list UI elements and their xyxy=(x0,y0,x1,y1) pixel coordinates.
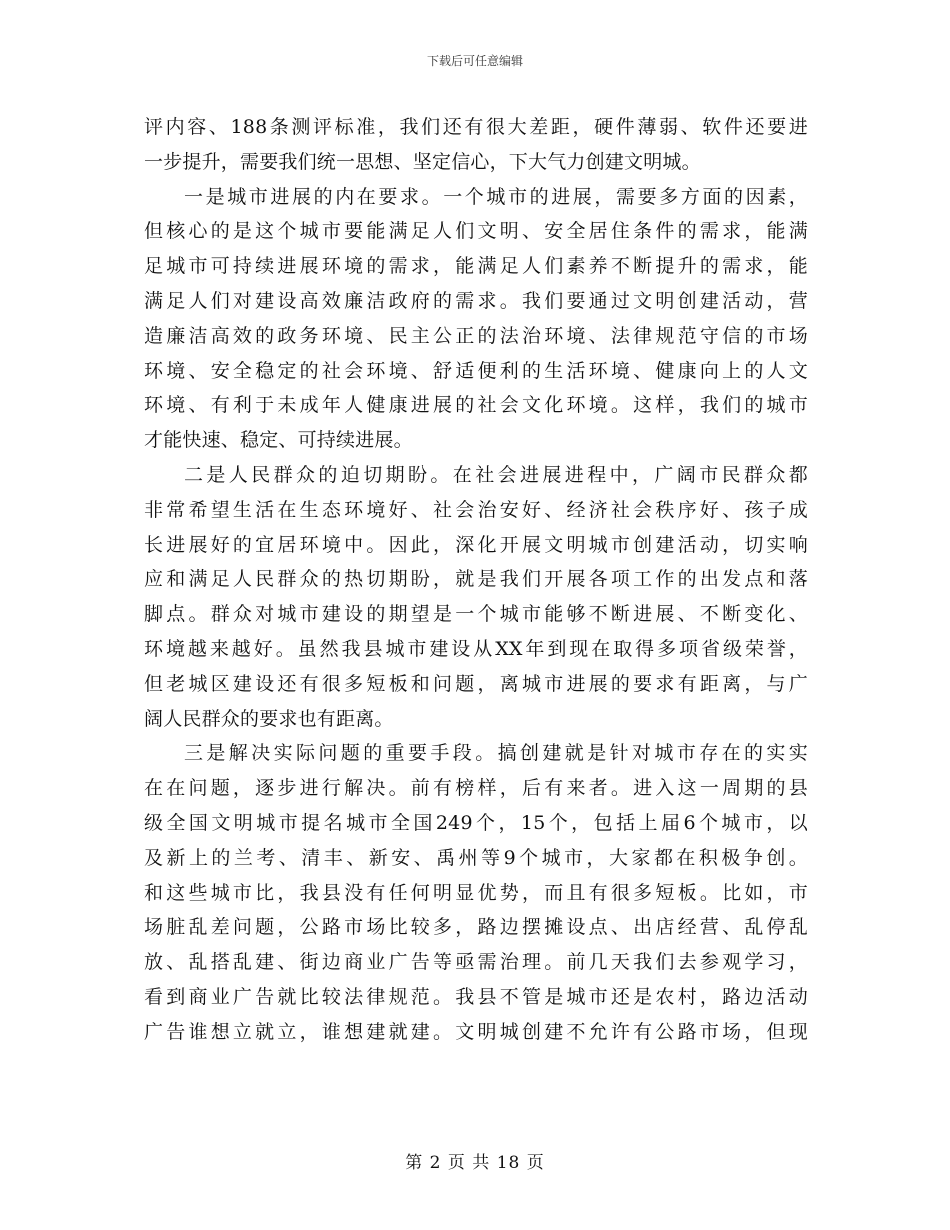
document-body xyxy=(144,110,808,1050)
text-line: 环境越来越好。虽然我县城市建设从XX年到现在取得多项省级荣誉， xyxy=(144,637,808,660)
text-line: 长进展好的宜居环境中。因此，深化开展文明城市创建活动，切实响 xyxy=(144,533,808,556)
text-line: 脚点。群众对城市建设的期望是一个城市能够不断进展、不断变化、 xyxy=(144,603,808,626)
paragraph xyxy=(144,110,808,180)
text-line: 二是人民群众的迫切期盼。在社会进展进程中，广阔市民群众都 xyxy=(184,463,808,486)
text-line: 但老城区建设还有很多短板和问题，离城市进展的要求有距离，与广 xyxy=(144,672,808,695)
text-line: 造廉洁高效的政务环境、民主公正的法治环境、法律规范守信的市场 xyxy=(144,324,808,347)
paragraph xyxy=(144,180,808,458)
paragraph xyxy=(144,736,808,1049)
text-line: 三是解决实际问题的重要手段。搞创建就是针对城市存在的实实 xyxy=(184,742,808,765)
text-line: 看到商业广告就比较法律规范。我县不管是城市还是农村，路边活动 xyxy=(144,985,808,1008)
text-line: 场脏乱差问题，公路市场比较多，路边摆摊设点、出店经营、乱停乱 xyxy=(144,916,808,939)
text-line: 环境、安全稳定的社会环境、舒适便利的生活环境、健康向上的人文 xyxy=(144,359,808,382)
text-line: 在在问题，逐步进行解决。前有榜样，后有来者。进入这一周期的县 xyxy=(144,777,808,800)
text-line: 放、乱搭乱建、街边商业广告等亟需治理。前几天我们去参观学习， xyxy=(144,951,808,974)
text-line: 才能快速、稳定、可持续进展。 xyxy=(144,429,413,452)
page-header: 下载后可任意编辑 xyxy=(426,54,523,68)
text-line: 阔人民群众的要求也有距离。 xyxy=(144,707,394,730)
text-line: 一是城市进展的内在要求。一个城市的进展，需要多方面的因素， xyxy=(184,185,808,208)
text-line: 级全国文明城市提名城市全国249个，15个，包括上届6个城市，以 xyxy=(144,811,808,834)
text-line: 环境、有利于未成年人健康进展的社会文化环境。这样，我们的城市 xyxy=(144,394,808,417)
text-line: 评内容、188条测评标准，我们还有很大差距，硬件薄弱、软件还要进 xyxy=(144,116,808,138)
text-line: 及新上的兰考、清丰、新安、禹州等9个城市，大家都在积极争创。 xyxy=(144,846,808,869)
text-line: 但核心的是这个城市要能满足人们文明、安全居住条件的需求，能满 xyxy=(144,220,808,243)
text-line: 应和满足人民群众的热切期盼，就是我们开展各项工作的出发点和落 xyxy=(144,568,808,591)
text-line: 足城市可持续进展环境的需求，能满足人们素养不断提升的需求，能 xyxy=(144,255,808,278)
text-line: 非常希望生活在生态环境好、社会治安好、经济社会秩序好、孩子成 xyxy=(144,498,808,521)
page-footer: 第 2 页 共 18 页 xyxy=(405,1153,545,1173)
text-line: 一步提升，需要我们统一思想、坚定信心，下大气力创建文明城。 xyxy=(144,150,701,173)
text-line: 满足人们对建设高效廉洁政府的需求。我们要通过文明创建活动，营 xyxy=(144,289,808,312)
text-line: 和这些城市比，我县没有任何明显优势，而且有很多短板。比如，市 xyxy=(144,881,808,904)
text-line: 广告谁想立就立，谁想建就建。文明城创建不允许有公路市场，但现 xyxy=(144,1020,808,1043)
paragraph xyxy=(144,458,808,736)
